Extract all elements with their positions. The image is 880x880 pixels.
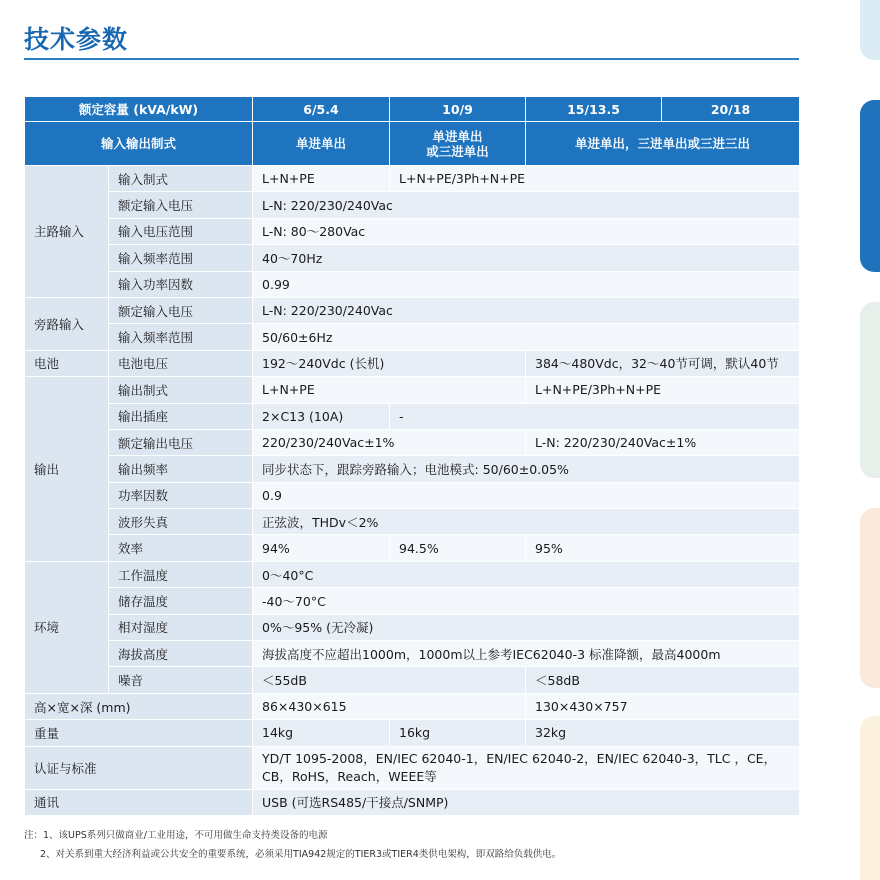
side-tab-decoration	[860, 716, 880, 880]
side-tab-active	[860, 100, 880, 272]
io-mode-cell: 单进单出，三进单出或三进三出	[526, 122, 800, 166]
row-label: 额定输入电压	[109, 297, 253, 323]
table-row	[25, 218, 800, 244]
row-label: 通讯	[25, 789, 253, 815]
footnote-2: 2、对关系到重大经济利益或公共安全的重要系统，必须采用TIA942规定的TIER3或TIER4类供电架构，即双路给负载供电。	[40, 849, 562, 860]
table-row	[25, 509, 800, 535]
io-mode-header: 输入输出制式	[25, 122, 253, 166]
row-label: 输入制式	[109, 166, 253, 192]
table-row	[25, 561, 800, 587]
table-row	[25, 614, 800, 640]
row-label: 海拔高度	[109, 641, 253, 667]
cell-value: L-N: 80～280Vac	[253, 218, 800, 244]
cell-value: YD/T 1095-2008，EN/IEC 62040-1，EN/IEC 62040-2，EN/IEC 62040-3，TLC ，CE，CB，RoHS，Reach，WEEE等	[253, 746, 800, 789]
cell-value: 0%～95% (无冷凝)	[253, 614, 800, 640]
cell-value: 50/60±6Hz	[253, 324, 800, 350]
cell-value: 94.5%	[390, 535, 526, 561]
cell-value: 40～70Hz	[253, 245, 800, 271]
cell-value: -40～70°C	[253, 588, 800, 614]
table-header-row	[25, 122, 800, 166]
cell-value: 32kg	[526, 720, 800, 746]
cell-value: 192～240Vdc (长机)	[253, 350, 526, 376]
table-row	[25, 245, 800, 271]
table-row	[25, 324, 800, 350]
cell-value: ＜55dB	[253, 667, 526, 693]
cell-value: ＜58dB	[526, 667, 800, 693]
cell-value: -	[390, 403, 800, 429]
table-row	[25, 192, 800, 218]
cell-value: USB (可选RS485/干接点/SNMP)	[253, 789, 800, 815]
cell-value: 14kg	[253, 720, 390, 746]
side-tab-decoration	[860, 508, 880, 688]
table-row	[25, 271, 800, 297]
table-row	[25, 429, 800, 455]
title-divider	[24, 58, 799, 60]
group-label: 环境	[25, 561, 109, 693]
table-row	[25, 588, 800, 614]
cell-value: 0.99	[253, 271, 800, 297]
cell-value: 0～40°C	[253, 561, 800, 587]
cell-value: L+N+PE	[253, 166, 390, 192]
cell-value: 94%	[253, 535, 390, 561]
table-row	[25, 403, 800, 429]
group-label: 电池	[25, 350, 109, 376]
table-row	[25, 641, 800, 667]
side-tab-decoration	[860, 302, 880, 478]
cell-value: 384～480Vdc，32～40节可调，默认40节	[526, 350, 800, 376]
row-label: 输出制式	[109, 377, 253, 403]
row-label: 储存温度	[109, 588, 253, 614]
group-label: 旁路输入	[25, 297, 109, 350]
row-label: 工作温度	[109, 561, 253, 587]
page-title: 技术参数	[24, 25, 129, 54]
cell-value: 130×430×757	[526, 693, 800, 719]
row-label: 高×宽×深 (mm)	[25, 693, 253, 719]
table-row	[25, 746, 800, 789]
table-row	[25, 377, 800, 403]
row-label: 输入频率范围	[109, 245, 253, 271]
cell-value: 海拔高度不应超出1000m，1000m以上参考IEC62040-3 标准降额，最高4000m	[253, 641, 800, 667]
cell-value: 2×C13 (10A)	[253, 403, 390, 429]
capacity-col: 10/9	[390, 97, 526, 122]
table-row	[25, 789, 800, 815]
table-row	[25, 350, 800, 376]
cell-value: L-N: 220/230/240Vac±1%	[526, 429, 800, 455]
footnote-1: 注：1、该UPS系列只做商业/工业用途，不可用做生命支持类设备的电源	[24, 830, 328, 841]
cell-value: 正弦波，THDv＜2%	[253, 509, 800, 535]
row-label: 波形失真	[109, 509, 253, 535]
table-row	[25, 535, 800, 561]
io-mode-cell: 单进单出	[253, 122, 390, 166]
capacity-header: 额定容量 (kVA/kW)	[25, 97, 253, 122]
cell-value: 同步状态下，跟踪旁路输入；电池模式: 50/60±0.05%	[253, 456, 800, 482]
cell-value: 220/230/240Vac±1%	[253, 429, 526, 455]
group-label: 主路输入	[25, 166, 109, 298]
table-row	[25, 456, 800, 482]
row-label: 输入电压范围	[109, 218, 253, 244]
table-header-row	[25, 97, 800, 122]
cell-value: L-N: 220/230/240Vac	[253, 192, 800, 218]
group-label: 输出	[25, 377, 109, 562]
row-label: 电池电压	[109, 350, 253, 376]
row-label: 输入频率范围	[109, 324, 253, 350]
cell-value: L+N+PE	[253, 377, 526, 403]
io-mode-cell: 单进单出 或三进单出	[390, 122, 526, 166]
row-label: 额定输入电压	[109, 192, 253, 218]
row-label: 效率	[109, 535, 253, 561]
cell-value: 86×430×615	[253, 693, 526, 719]
row-label: 输出插座	[109, 403, 253, 429]
cell-value: L+N+PE/3Ph+N+PE	[526, 377, 800, 403]
table-row	[25, 166, 800, 192]
row-label: 噪音	[109, 667, 253, 693]
row-label: 额定输出电压	[109, 429, 253, 455]
footnotes	[24, 826, 561, 864]
table-row	[25, 693, 800, 719]
cell-value: 95%	[526, 535, 800, 561]
row-label: 认证与标准	[25, 746, 253, 789]
table-row	[25, 297, 800, 323]
cell-value: L+N+PE/3Ph+N+PE	[390, 166, 800, 192]
table-row	[25, 482, 800, 508]
side-tab-decoration	[860, 0, 880, 60]
capacity-col: 20/18	[662, 97, 800, 122]
row-label: 输入功率因数	[109, 271, 253, 297]
table-row	[25, 667, 800, 693]
capacity-col: 15/13.5	[526, 97, 662, 122]
row-label: 输出频率	[109, 456, 253, 482]
capacity-col: 6/5.4	[253, 97, 390, 122]
cell-value: L-N: 220/230/240Vac	[253, 297, 800, 323]
cell-value: 0.9	[253, 482, 800, 508]
row-label: 功率因数	[109, 482, 253, 508]
table-row	[25, 720, 800, 746]
row-label: 相对湿度	[109, 614, 253, 640]
spec-table	[24, 96, 800, 816]
cell-value: 16kg	[390, 720, 526, 746]
row-label: 重量	[25, 720, 253, 746]
